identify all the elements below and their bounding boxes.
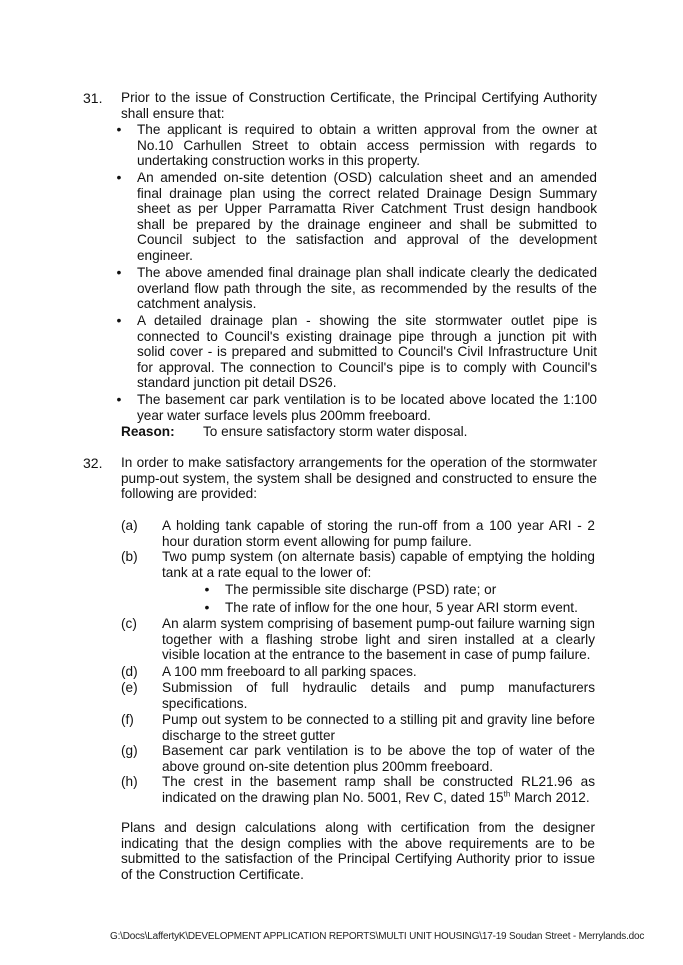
condition-number: 32. bbox=[83, 455, 103, 471]
item-letter: (g) bbox=[121, 743, 138, 758]
list-item bbox=[116, 391, 597, 423]
condition-bullet-list bbox=[116, 121, 597, 424]
bullet-text: The permissible site discharge (PSD) rate; or bbox=[225, 582, 497, 597]
bullet-text: The applicant is required to obtain a written approval from the owner at No.10 Carhullen Street to obtain access permission with regards to undertaking construction works in this property. bbox=[137, 122, 597, 169]
item-letter: (d) bbox=[121, 664, 138, 679]
condition-intro: Prior to the issue of Construction Certificate, the Principal Certifying Authority shall ensure that: bbox=[121, 90, 597, 121]
item-text: An alarm system comprising of basement pump-out failure warning sign together with a flashing strobe light and siren installed at a clearly visible location at the entrance to the basement in case of pump failure. bbox=[162, 616, 595, 663]
bullet-text: A detailed drainage plan - showing the site stormwater outlet pipe is connected to Council's existing drainage pipe through a junction pit with solid cover - is prepared and submitted to Council's Civil Infrastructure Unit for approval. The connection to Council's pipe is to comply with Council's standard junction pit detail DS26. bbox=[137, 313, 597, 391]
item-text-main: The crest in the basement ramp shall be constructed RL21.96 as indicated on the drawing plan No. 5001, Rev C, dated 15 bbox=[162, 774, 595, 805]
bullet-icon: • bbox=[204, 598, 210, 615]
footer-file-path: G:\Docs\LaffertyK\DEVELOPMENT APPLICATION REPORTS\MULTI UNIT HOUSING\17-19 Soudan Street - Merrylands.doc bbox=[110, 931, 645, 942]
reason-line bbox=[121, 424, 468, 439]
bullet-icon: • bbox=[116, 312, 122, 328]
sub-bullet-list bbox=[204, 581, 605, 617]
item-letter: (b) bbox=[121, 549, 138, 564]
bullet-icon: • bbox=[116, 264, 122, 280]
bullet-icon: • bbox=[116, 121, 122, 137]
list-item bbox=[116, 312, 597, 391]
item-letter: (a) bbox=[121, 518, 138, 533]
item-text: Submission of full hydraulic details and pump manufacturers specifications. bbox=[162, 680, 595, 711]
bullet-icon: • bbox=[204, 581, 210, 597]
bullet-text: The basement car park ventilation is to be located above located the 1:100 year water surface levels plus 200mm freeboard. bbox=[137, 392, 597, 423]
bullet-text: The above amended final drainage plan shall indicate clearly the dedicated overland flow path through the site, as recommended by the results of the catchment analysis. bbox=[137, 265, 597, 312]
item-letter: (h) bbox=[121, 774, 138, 789]
item-letter: (c) bbox=[121, 616, 137, 631]
bullet-icon: • bbox=[116, 391, 122, 407]
closing-paragraph: Plans and design calculations along with certification from the designer indicating that the design complies with the above requirements are to be submitted to the satisfaction of the Principal Certifying Authority prior to issue of the Construction Certificate. bbox=[121, 820, 595, 882]
item-text: Basement car park ventilation is to be above the top of water of the above ground on-site detention plus 200mm freeboard. bbox=[162, 743, 595, 774]
list-item bbox=[116, 169, 597, 264]
item-text: Pump out system to be connected to a stilling pit and gravity line before discharge to the street gutter bbox=[162, 712, 595, 743]
list-item bbox=[204, 581, 605, 598]
bullet-icon: • bbox=[116, 169, 122, 185]
item-letter: (e) bbox=[121, 680, 138, 695]
condition-number: 31. bbox=[83, 90, 103, 106]
item-text: Two pump system (on alternate basis) capable of emptying the holding tank at a rate equal to the lower of: bbox=[162, 549, 595, 580]
list-item bbox=[204, 598, 605, 616]
reason-label: Reason: bbox=[121, 424, 175, 439]
bullet-text: An amended on-site detention (OSD) calculation sheet and an amended final drainage plan using the correct related Drainage Design Summary sheet as per Upper Parramatta River Catchment Trust design handbook shall be prepared by the drainage engineer and shall be submitted to Council subject to the satisfaction and approval of the development engineer. bbox=[137, 170, 597, 263]
reason-text: To ensure satisfactory storm water disposal. bbox=[203, 424, 468, 439]
item-letter: (f) bbox=[121, 712, 134, 727]
bullet-text: The rate of inflow for the one hour, 5 year ARI storm event. bbox=[225, 599, 578, 615]
item-text: A holding tank capable of storing the run-off from a 100 year ARI - 2 hour duration storm event allowing for pump failure. bbox=[162, 518, 595, 549]
condition-intro: In order to make satisfactory arrangements for the operation of the stormwater pump-out system, the system shall be designed and constructed to ensure the following are provided: bbox=[121, 455, 597, 502]
item-text: A 100 mm freeboard to all parking spaces. bbox=[162, 664, 417, 679]
list-item bbox=[116, 121, 597, 169]
item-text-end: March 2012. bbox=[510, 789, 590, 805]
list-item bbox=[116, 264, 597, 312]
item-text bbox=[162, 774, 595, 805]
ordinal-suffix: th bbox=[503, 789, 511, 799]
